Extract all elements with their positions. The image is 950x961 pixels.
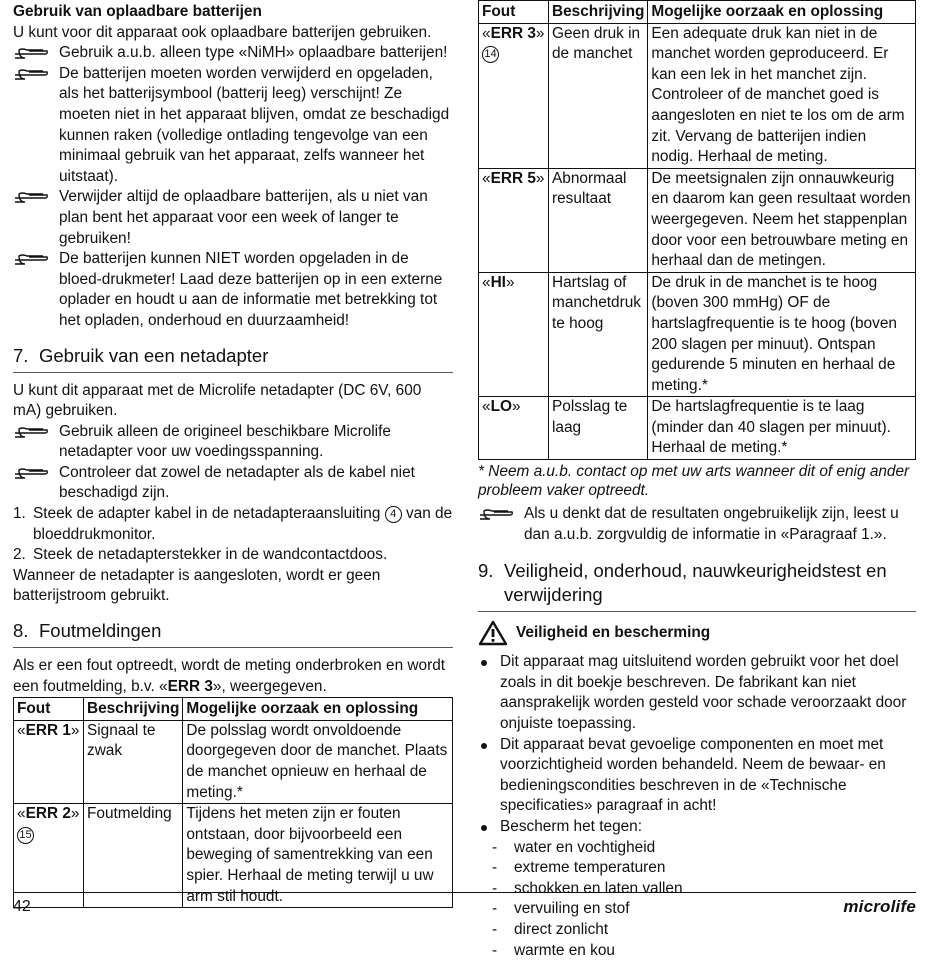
adapter-outro: Wanneer de netadapter is aangesloten, wordt er geen batterijstroom gebruikt.	[13, 566, 381, 605]
protect-item	[478, 858, 916, 879]
pointing-hand-icon	[13, 45, 49, 61]
description-cell: Polsslag te laag	[549, 397, 648, 460]
solution-cell: De meetsignalen zijn onnauwkeurig en daarom kan geen resultaat worden weergegeven. Neem het stappenplan door voor een betrouwbare meting en herhaal dan de metingen.	[648, 168, 916, 272]
section-number: 7.	[13, 344, 29, 366]
protect-item	[478, 920, 916, 941]
section-number: 8.	[13, 620, 29, 642]
adapter-tip	[13, 463, 453, 504]
step-number: 2.	[13, 546, 26, 564]
section-8-heading	[13, 619, 453, 648]
solution-cell: Een adequate druk kan niet in de manchet worden geproduceerd. Er kan een lek in het manchet zijn. Controleer of de manchet goed is aangesloten en niet te los om de arm zit. Vervang de batterijen indien nodig. Herhaal de meting.	[648, 23, 916, 168]
bullet-dot	[481, 743, 487, 749]
step-text: van de bloeddrukmonitor.	[33, 505, 453, 543]
table-row	[479, 397, 916, 460]
table-header: Fout	[14, 698, 84, 721]
table-header: Mogelijke oorzaak en oplossing	[183, 698, 453, 721]
error-intro-text: », weergegeven.	[212, 677, 327, 695]
error-table-left	[13, 697, 453, 908]
description-cell: Signaal te zwak	[84, 720, 183, 803]
pointing-hand-icon	[13, 424, 49, 440]
error-code: HI	[490, 273, 506, 291]
table-header-row	[14, 698, 453, 721]
unusual-result-tip	[478, 504, 916, 545]
error-intro	[13, 656, 453, 697]
safety-bullet	[478, 735, 916, 817]
battery-tip-text: De batterijen moeten worden verwijderd en opgeladen, als het batterijsymbool (batterij leeg) verschijnt! Ze moeten niet in het apparaat blijven, omdat ze beschadigd kunnen raken (volledige ontlading tengevolge van een minimaal gebruik van het apparaat, zelfs wanneer het uitstaat).	[59, 64, 450, 185]
solution-cell: De hartslagfrequentie is te laag (minder dan 40 slagen per minuut). Herhaal de meting.*	[648, 397, 916, 460]
description-cell: Geen druk in de manchet	[549, 23, 648, 168]
section-7-heading	[13, 344, 453, 373]
protect-item	[478, 838, 916, 859]
table-row	[479, 168, 916, 272]
adapter-tip-text: Controleer dat zowel de netadapter als de kabel niet beschadigd zijn.	[59, 463, 415, 502]
protect-text: direct zonlicht	[514, 920, 609, 938]
pointing-hand-icon	[13, 189, 49, 205]
description-cell: Abnormaal resultaat	[549, 168, 648, 272]
page-number: 42	[13, 898, 31, 915]
protect-text: warmte en kou	[514, 941, 615, 959]
error-code-cell: «ERR 2» 15	[14, 804, 84, 908]
adapter-step-2	[13, 545, 453, 566]
error-code-cell: «HI»	[479, 272, 549, 397]
description-cell: Hartslag of manchetdruk te hoog	[549, 272, 648, 397]
description-cell: Foutmelding	[84, 804, 183, 908]
battery-tip-text: Verwijder altijd de oplaadbare batterijen, als u niet van plan bent het apparaat voor een week of langer te gebruiken!	[59, 188, 428, 247]
protect-text: water en vochtigheid	[514, 838, 656, 856]
bullet-text: Dit apparaat mag uitsluitend worden gebruikt voor het doel zoals in dit boekje beschreven. De fabrikant kan niet aansprakelijk worden gesteld voor schade veroorzaakt door onjuiste toepassing.	[500, 653, 907, 733]
battery-heading: Gebruik van oplaadbare batterijen	[13, 3, 262, 20]
dash-marker: -	[492, 879, 498, 897]
warning-triangle-icon	[478, 620, 508, 646]
solution-cell: Tijdens het meten zijn er fouten ontstaan, door bijvoorbeeld een beweging of samentrekking van een spier. Herhaal de meting terwijl u uw arm stil houdt.	[183, 804, 453, 908]
safety-bullet	[478, 652, 916, 734]
table-header-row	[479, 1, 916, 24]
error-code: LO	[490, 398, 512, 416]
solution-cell: De druk in de manchet is te hoog (boven 300 mmHg) OF de hartslagfrequentie is te hoog (boven 200 slagen per minuut). Ontspan gedurende 5 minuten en herhaal de meting.*	[648, 272, 916, 397]
circled-number: 4	[385, 506, 402, 523]
section-title: Veiligheid, onderhoud, nauwkeurigheidstest en verwijdering	[504, 560, 887, 606]
battery-tip	[13, 43, 453, 64]
battery-tip	[13, 187, 453, 249]
dash-marker: -	[492, 838, 498, 856]
protect-text: schokken en laten vallen	[514, 879, 683, 897]
circled-number: 15	[17, 827, 34, 844]
error-code: ERR 5	[490, 169, 536, 187]
error-intro-text: Als er een fout optreedt, wordt de meting onderbroken en wordt een foutmelding, b.v. «	[13, 657, 446, 695]
section-9-heading	[478, 559, 916, 612]
section-number: 9.	[478, 560, 494, 582]
pointing-hand-icon	[13, 251, 49, 267]
dash-marker: -	[492, 859, 498, 877]
footnote: * Neem a.u.b. contact op met uw arts wanneer dit of enig ander probleem vaker optreedt.	[478, 463, 910, 500]
table-header: Fout	[479, 1, 549, 24]
safety-heading	[478, 620, 916, 646]
safety-title: Veiligheid en bescherming	[516, 623, 711, 641]
error-table-right	[478, 0, 916, 460]
step-text: Steek de adapter kabel in de netadapteraansluiting	[33, 505, 381, 523]
step-number: 1.	[13, 505, 26, 523]
circled-number: 14	[482, 46, 499, 63]
table-header: Beschrijving	[84, 698, 183, 721]
battery-tip	[13, 249, 453, 331]
pointing-hand-icon	[478, 506, 514, 522]
table-header: Beschrijving	[549, 1, 648, 24]
bullet-dot	[481, 660, 487, 666]
section-title: Gebruik van een netadapter	[39, 344, 269, 366]
protect-item	[478, 941, 916, 961]
adapter-step-1	[13, 504, 453, 545]
error-code-cell: «LO»	[479, 397, 549, 460]
error-code: ERR 3	[490, 24, 536, 42]
error-code-cell: «ERR 3» 14	[479, 23, 549, 168]
adapter-tip-text: Gebruik alleen de origineel beschikbare Microlife netadapter voor uw voedingsspanning.	[59, 422, 391, 461]
left-column	[13, 0, 453, 908]
protect-text: extreme temperaturen	[514, 859, 666, 877]
battery-intro: U kunt voor dit apparaat ook oplaadbare batterijen gebruiken.	[13, 23, 432, 41]
battery-tip-text: Gebruik a.u.b. alleen type «NiMH» oplaadbare batterijen!	[59, 44, 448, 62]
bullet-text: Bescherm het tegen:	[500, 818, 643, 835]
right-column	[478, 0, 916, 961]
protect-text: vervuiling en stof	[514, 900, 630, 918]
bullet-text: Dit apparaat bevat gevoelige componenten en moet met voorzichtigheid worden behandeld. Neem de bewaar- en bedieningscondities beschreven in de «Technische specificaties» paragraaf in acht!	[500, 735, 886, 815]
table-row	[479, 272, 916, 397]
safety-bullet	[478, 817, 916, 838]
bullet-dot	[481, 825, 487, 831]
dash-marker: -	[492, 920, 498, 938]
pointing-hand-icon	[13, 465, 49, 481]
dash-marker: -	[492, 941, 498, 959]
error-code: ERR 3	[167, 677, 213, 695]
error-code-cell: «ERR 5»	[479, 168, 549, 272]
solution-cell: De polsslag wordt onvoldoende doorgegeven door de manchet. Plaats de manchet opnieuw en herhaal de meting.*	[183, 720, 453, 803]
pointing-hand-icon	[13, 66, 49, 82]
tip-text: Als u denkt dat de resultaten ongebruikelijk zijn, leest u dan a.u.b. zorgvuldig de informatie in «Paragraaf 1.».	[524, 505, 899, 543]
error-code-cell: «ERR 1»	[14, 720, 84, 803]
brand-logo: microlife	[843, 897, 916, 916]
battery-tip	[13, 64, 453, 188]
battery-tip-text: De batterijen kunnen NIET worden opgeladen in de bloed-drukmeter! Laad deze batterijen op in een externe oplader en houdt u aan de informatie met betrekking tot het opladen, onderhoud en duurzaamheid!	[59, 250, 443, 329]
table-row	[479, 23, 916, 168]
adapter-tip	[13, 422, 453, 463]
page-footer	[13, 892, 916, 921]
dash-marker: -	[492, 900, 498, 918]
section-title: Foutmeldingen	[39, 620, 162, 642]
error-code: ERR 1	[25, 721, 71, 739]
step-text: Steek de netadapterstekker in de wandcontactdoos.	[33, 546, 388, 564]
adapter-intro: U kunt dit apparaat met de Microlife netadapter (DC 6V, 600 mA) gebruiken.	[13, 381, 422, 420]
table-header: Mogelijke oorzaak en oplossing	[648, 1, 916, 24]
error-code: ERR 2	[25, 805, 71, 823]
table-row	[14, 720, 453, 803]
